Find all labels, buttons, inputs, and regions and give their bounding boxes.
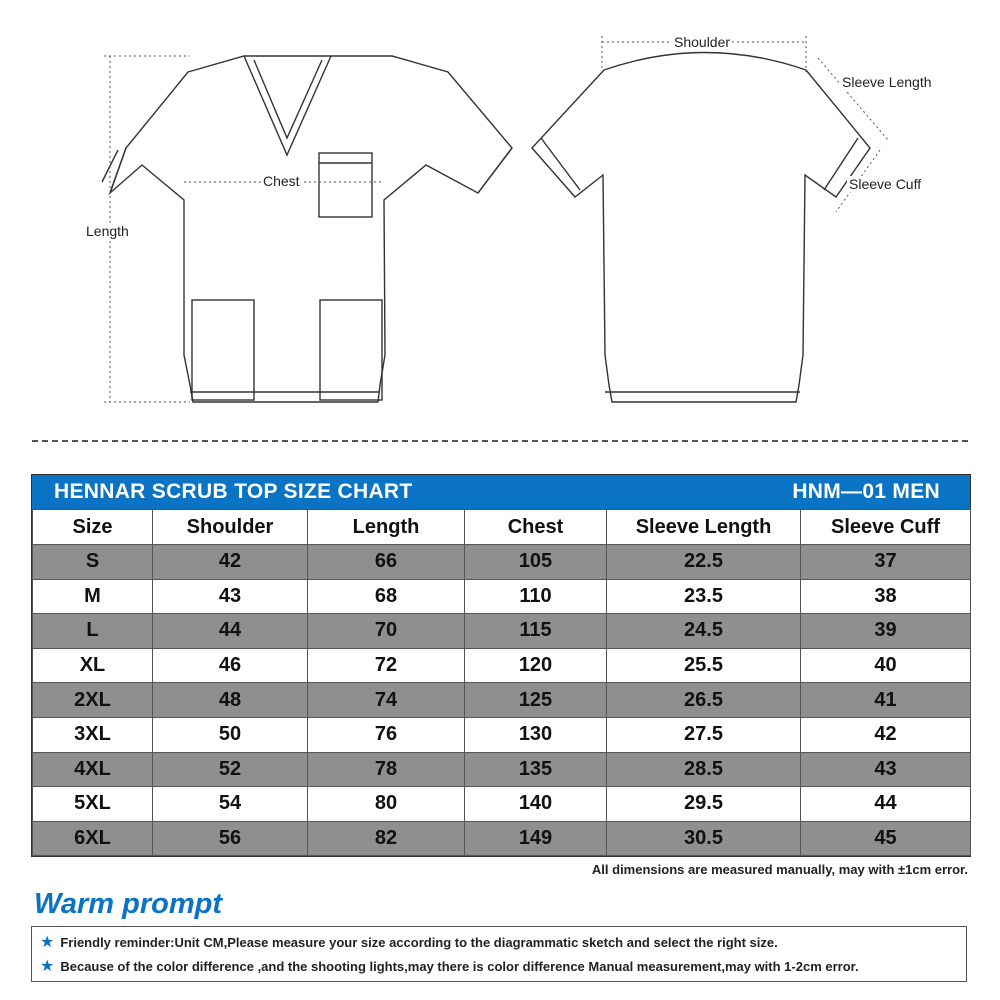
table-cell: 24.5: [607, 614, 801, 649]
sleeve-cuff-label: Sleeve Cuff: [849, 176, 922, 192]
table-cell: 46: [153, 648, 308, 683]
column-header: Chest: [465, 510, 607, 545]
shoulder-label: Shoulder: [674, 34, 731, 50]
table-cell: 72: [308, 648, 465, 683]
front-right-pocket: [320, 300, 382, 400]
table-cell: 115: [465, 614, 607, 649]
table-row: [33, 752, 971, 787]
table-row: [33, 614, 971, 649]
table-cell: 45: [801, 821, 971, 856]
table-cell: 40: [801, 648, 971, 683]
front-left-cuff: [102, 148, 126, 193]
table-row: [33, 717, 971, 752]
chest-label: Chest: [263, 173, 300, 189]
dashed-divider: [32, 440, 968, 442]
table-row: [33, 579, 971, 614]
size-chart-title: HENNAR SCRUB TOP SIZE CHART: [54, 480, 413, 503]
back-cuff-line: [541, 138, 858, 190]
table-cell: 2XL: [33, 683, 153, 718]
size-chart-header: [32, 475, 970, 509]
table-cell: 43: [153, 579, 308, 614]
column-header: Sleeve Length: [607, 510, 801, 545]
table-cell: 66: [308, 545, 465, 580]
table-cell: 56: [153, 821, 308, 856]
table-cell: 30.5: [607, 821, 801, 856]
table-cell: 25.5: [607, 648, 801, 683]
table-row: [33, 545, 971, 580]
front-left-pocket: [192, 300, 254, 400]
column-header: Sleeve Cuff: [801, 510, 971, 545]
table-cell: 78: [308, 752, 465, 787]
table-cell: 3XL: [33, 717, 153, 752]
table-row: [33, 683, 971, 718]
warm-prompt-line: [40, 934, 958, 958]
table-cell: 44: [801, 787, 971, 822]
warm-prompt-text: Because of the color difference ,and the shooting lights,may there is color difference Manual measurement,may with 1-2cm error.: [60, 959, 859, 974]
table-cell: 29.5: [607, 787, 801, 822]
table-cell: L: [33, 614, 153, 649]
size-chart: [31, 474, 971, 857]
table-cell: 76: [308, 717, 465, 752]
table-cell: 6XL: [33, 821, 153, 856]
back-shirt-outline: [532, 53, 870, 403]
table-row: [33, 648, 971, 683]
table-cell: 48: [153, 683, 308, 718]
star-icon: ★: [40, 934, 55, 951]
table-cell: 26.5: [607, 683, 801, 718]
table-cell: 110: [465, 579, 607, 614]
table-cell: 44: [153, 614, 308, 649]
table-cell: 130: [465, 717, 607, 752]
table-cell: 52: [153, 752, 308, 787]
table-cell: M: [33, 579, 153, 614]
size-table: [32, 509, 971, 856]
table-cell: 50: [153, 717, 308, 752]
warm-prompt-line: [40, 958, 958, 982]
table-cell: 41: [801, 683, 971, 718]
table-cell: 38: [801, 579, 971, 614]
measurement-note: All dimensions are measured manually, may with ±1cm error.: [591, 862, 968, 877]
table-header-row: [33, 510, 971, 545]
sleeve-length-label: Sleeve Length: [842, 74, 932, 90]
table-cell: 120: [465, 648, 607, 683]
table-cell: 68: [308, 579, 465, 614]
table-cell: 70: [308, 614, 465, 649]
column-header: Size: [33, 510, 153, 545]
warm-prompt-title: Warm prompt: [34, 888, 222, 920]
length-label: Length: [86, 223, 129, 239]
table-cell: 140: [465, 787, 607, 822]
table-cell: 43: [801, 752, 971, 787]
table-cell: XL: [33, 648, 153, 683]
table-cell: 82: [308, 821, 465, 856]
table-cell: 54: [153, 787, 308, 822]
table-cell: 135: [465, 752, 607, 787]
table-cell: 125: [465, 683, 607, 718]
front-right-cuff: [478, 148, 512, 193]
table-cell: 42: [153, 545, 308, 580]
table-cell: 39: [801, 614, 971, 649]
warm-prompt-box: [31, 926, 967, 982]
table-row: [33, 821, 971, 856]
table-cell: 42: [801, 717, 971, 752]
table-cell: 4XL: [33, 752, 153, 787]
front-shirt-outline: [110, 56, 512, 402]
star-icon: ★: [40, 958, 55, 975]
column-header: Shoulder: [153, 510, 308, 545]
size-chart-model: HNM—01 MEN: [792, 480, 940, 503]
table-cell: 80: [308, 787, 465, 822]
table-row: [33, 787, 971, 822]
table-cell: 5XL: [33, 787, 153, 822]
table-cell: 22.5: [607, 545, 801, 580]
column-header: Length: [308, 510, 465, 545]
table-cell: 37: [801, 545, 971, 580]
table-cell: 105: [465, 545, 607, 580]
front-v-neck: [244, 56, 331, 155]
table-cell: S: [33, 545, 153, 580]
garment-diagram: [0, 0, 1000, 440]
scrub-top-sketch: [0, 0, 1000, 440]
table-cell: 27.5: [607, 717, 801, 752]
table-cell: 28.5: [607, 752, 801, 787]
warm-prompt-text: Friendly reminder:Unit CM,Please measure your size according to the diagrammatic sketch and select the right size.: [60, 935, 778, 950]
table-cell: 23.5: [607, 579, 801, 614]
table-cell: 149: [465, 821, 607, 856]
table-cell: 74: [308, 683, 465, 718]
